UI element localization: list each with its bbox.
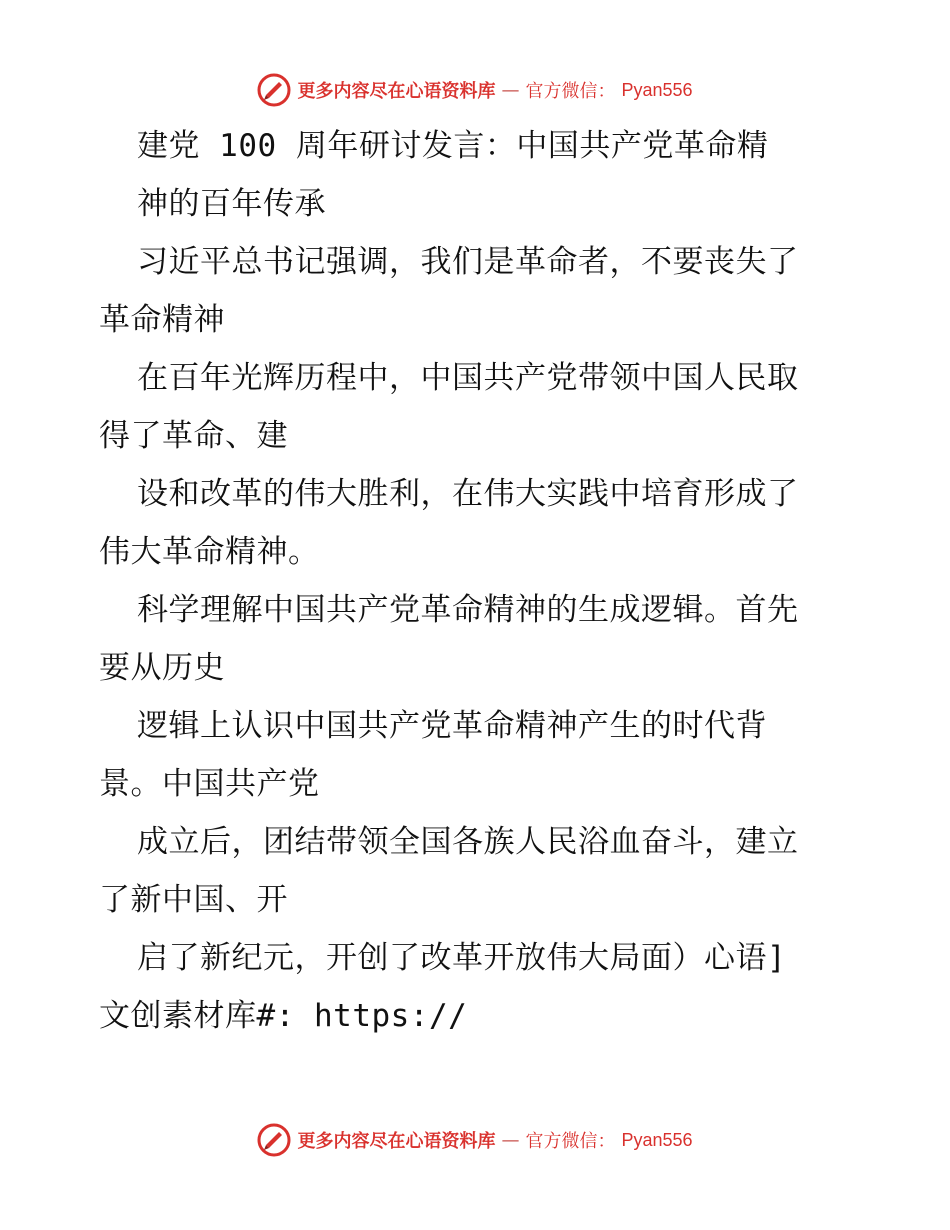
banner-wechat-label: 官方微信： [525,1131,616,1152]
doc-paragraph-line: 习近平总书记强调，我们是革命者，不要丧失了 [137,244,799,280]
header-banner [0,70,950,110]
doc-paragraph-line: 了新中国、开 [99,882,288,918]
doc-paragraph-line: 成立后，团结带领全国各族人民浴血奋斗，建立 [137,824,799,860]
doc-paragraph-line: 逻辑上认识中国共产党革命精神产生的时代背 [137,708,767,744]
doc-paragraph-line: 设和改革的伟大胜利，在伟大实践中培育形成了 [137,476,799,512]
doc-paragraph-line: 要从历史 [99,650,225,686]
banner-wechat-label: 官方微信： [525,81,616,102]
doc-paragraph-line: 启了新纪元，开创了改革开放伟大局面）心语] [137,940,787,976]
banner-separator: — [501,1129,520,1151]
banner-wechat-id: Pyan556 [621,1129,693,1150]
doc-paragraph-line: 革命精神 [99,302,225,338]
footer-banner [0,1120,950,1160]
doc-paragraph-line: 伟大革命精神。 [99,534,320,570]
doc-paragraph-line: 在百年光辉历程中，中国共产党带领中国人民取 [137,360,799,396]
doc-paragraph-line: 文创素材库#: https:// [99,998,468,1034]
banner-brand-text: 更多内容尽在心语资料库 [297,81,496,102]
doc-paragraph-line: 景。中国共产党 [99,766,320,802]
doc-title-line-2: 神的百年传承 [137,186,326,222]
doc-paragraph-line: 得了革命、建 [99,418,288,454]
banner-brand-text: 更多内容尽在心语资料库 [297,1131,496,1152]
banner-separator: — [501,79,520,101]
brand-logo-icon [257,1123,291,1157]
doc-paragraph-line: 科学理解中国共产党革命精神的生成逻辑。首先 [137,592,799,628]
brand-logo-icon [257,73,291,107]
doc-title-line-1: 建党 100 周年研讨发言：中国共产党革命精 [137,128,769,164]
banner-wechat-id: Pyan556 [621,79,693,100]
document-body [99,124,859,1052]
